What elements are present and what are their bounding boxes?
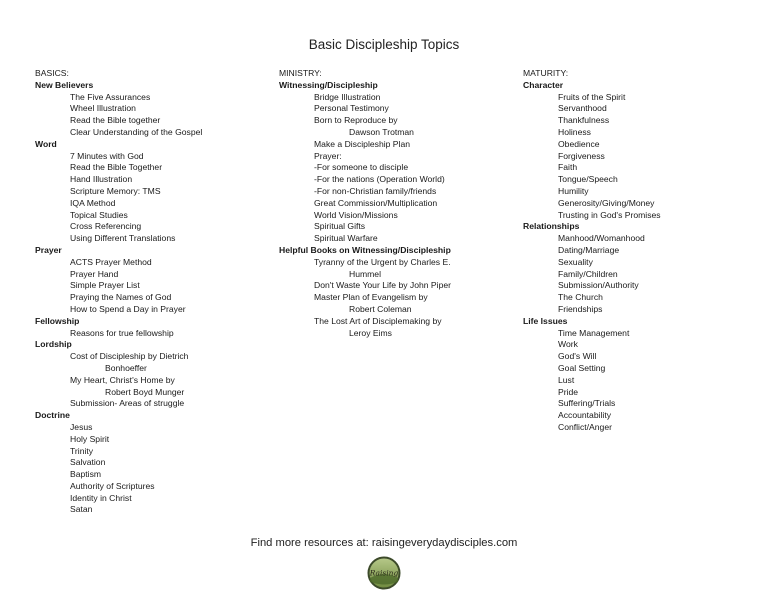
topic-item: Read the Bible Together xyxy=(70,162,163,173)
topic-item: Fruits of the Spirit xyxy=(558,91,626,102)
topic-item xyxy=(35,351,265,375)
column-maturity xyxy=(523,68,753,434)
topic-item: Wheel Illustration xyxy=(70,103,136,114)
topic-item: Tongue/Speech xyxy=(558,174,618,185)
topic-item: Family/Children xyxy=(558,268,618,279)
topic-item: Dating/Marriage xyxy=(558,244,620,255)
topic-item: Obedience xyxy=(558,138,600,149)
topic-item: Reasons for true fellowship xyxy=(70,327,174,338)
column-ministry xyxy=(279,68,519,339)
topic-item: Work xyxy=(558,339,578,350)
page-title: Basic Discipleship Topics xyxy=(308,37,460,52)
topic-item: Pride xyxy=(558,386,579,397)
group-heading: Witnessing/Discipleship xyxy=(279,79,378,90)
topic-item: Conflict/Anger xyxy=(558,421,612,432)
topic-item xyxy=(279,292,519,316)
topic-item: Authority of Scriptures xyxy=(70,480,155,491)
topic-item: Servanthood xyxy=(558,103,607,114)
column-basics xyxy=(35,68,265,516)
topic-item: Using Different Translations xyxy=(70,233,176,244)
topic-item: Submission- Areas of struggle xyxy=(70,398,185,409)
topic-item: The Church xyxy=(558,292,603,303)
topic-item: -For the nations (Operation World) xyxy=(314,174,445,185)
topic-item: Forgiveness xyxy=(558,150,605,161)
topic-item: Hand Illustration xyxy=(70,174,133,185)
group-heading: New Believers xyxy=(35,79,94,90)
group-heading: Prayer xyxy=(35,244,62,255)
topic-item-continuation: Hummel xyxy=(349,268,381,279)
topic-item-line: My Heart, Christ's Home by xyxy=(70,374,175,385)
topic-item: Accountability xyxy=(558,410,612,421)
raising-logo-icon[interactable] xyxy=(363,556,405,590)
topic-item: Holy Spirit xyxy=(70,433,110,444)
topic-item-line: Master Plan of Evangelism by xyxy=(314,292,428,303)
section-heading: MATURITY: xyxy=(523,68,569,78)
topic-item: Satan xyxy=(70,504,93,515)
topic-item xyxy=(279,316,519,340)
topic-item: Clear Understanding of the Gospel xyxy=(70,126,203,137)
group-heading: Fellowship xyxy=(35,315,80,326)
topic-item: Jesus xyxy=(70,421,93,432)
topic-item: Suffering/Trials xyxy=(558,398,616,409)
topic-item xyxy=(35,375,265,399)
topic-item: Praying the Names of God xyxy=(70,292,172,303)
topic-item: Read the Bible together xyxy=(70,115,161,126)
topic-item-continuation: Bonhoeffer xyxy=(105,362,147,373)
group-heading: Lordship xyxy=(35,339,72,350)
topic-item: Don't Waste Your Life by John Piper xyxy=(314,280,451,291)
topic-item: Great Commission/Multiplication xyxy=(314,197,438,208)
topic-item: ACTS Prayer Method xyxy=(70,256,152,267)
topic-item: Time Management xyxy=(558,327,630,338)
topic-item: Make a Discipleship Plan xyxy=(314,138,411,149)
topic-item-line: Tyranny of the Urgent by Charles E. xyxy=(314,256,451,267)
group-heading: Doctrine xyxy=(35,410,70,421)
topic-item: God's Will xyxy=(558,351,597,362)
topic-item: Holiness xyxy=(558,126,591,137)
logo-text: Raising xyxy=(369,568,399,578)
topic-item: Topical Studies xyxy=(70,209,128,220)
topic-item: Friendships xyxy=(558,303,603,314)
topic-item: Scripture Memory: TMS xyxy=(70,185,161,196)
topic-item-continuation: Robert Coleman xyxy=(349,303,412,314)
group-heading: Life Issues xyxy=(523,315,568,326)
topic-item: Spiritual Warfare xyxy=(314,233,378,244)
topic-item: Submission/Authority xyxy=(558,280,639,291)
topic-item: Salvation xyxy=(70,457,106,468)
topic-item-line: Born to Reproduce by xyxy=(314,115,398,126)
topic-item-continuation: Leroy Eims xyxy=(349,327,392,338)
topic-item-continuation: Dawson Trotman xyxy=(349,126,414,137)
topic-item: World Vision/Missions xyxy=(314,209,398,220)
topic-item: Identity in Christ xyxy=(70,492,132,503)
topic-item: -For non-Christian family/friends xyxy=(314,185,437,196)
topic-item xyxy=(279,257,519,281)
group-heading: Word xyxy=(35,138,57,149)
section-heading: MINISTRY: xyxy=(279,68,322,78)
footer-resources[interactable]: Find more resources at: raisingeverydaydisciples.com xyxy=(250,537,518,549)
topic-item: Trinity xyxy=(70,445,94,456)
topic-item: Trusting in God's Promises xyxy=(558,209,661,220)
topic-item-continuation: Robert Boyd Munger xyxy=(105,386,185,397)
topic-item: Bridge Illustration xyxy=(314,91,381,102)
topic-item: Cross Referencing xyxy=(70,221,142,232)
topic-item: Sexuality xyxy=(558,256,593,267)
group-heading: Relationships xyxy=(523,221,580,232)
topic-item: Prayer Hand xyxy=(70,268,119,279)
topic-item: Faith xyxy=(558,162,578,173)
topic-item: Prayer: xyxy=(314,150,342,161)
topic-item-line: The Lost Art of Disciplemaking by xyxy=(314,315,442,326)
topic-item-line: Cost of Discipleship by Dietrich xyxy=(70,351,189,362)
topic-item: Simple Prayer List xyxy=(70,280,140,291)
topic-item: Lust xyxy=(558,374,575,385)
topic-item xyxy=(279,115,519,139)
topic-item: Baptism xyxy=(70,469,102,480)
topic-item: IQA Method xyxy=(70,197,116,208)
group-heading: Character xyxy=(523,79,564,90)
topic-item: How to Spend a Day in Prayer xyxy=(70,303,186,314)
topic-item: Spiritual Gifts xyxy=(314,221,366,232)
topic-item: 7 Minutes with God xyxy=(70,150,144,161)
group-heading: Helpful Books on Witnessing/Discipleship xyxy=(279,244,451,255)
topic-item: Manhood/Womanhood xyxy=(558,233,645,244)
topic-item: Goal Setting xyxy=(558,362,606,373)
topic-item: -For someone to disciple xyxy=(314,162,409,173)
topic-item: Humility xyxy=(558,185,589,196)
topic-item: Generosity/Giving/Money xyxy=(558,197,655,208)
section-heading: BASICS: xyxy=(35,68,69,78)
topic-item: The Five Assurances xyxy=(70,91,151,102)
topic-item: Personal Testimony xyxy=(314,103,389,114)
topic-item: Thankfulness xyxy=(558,115,610,126)
